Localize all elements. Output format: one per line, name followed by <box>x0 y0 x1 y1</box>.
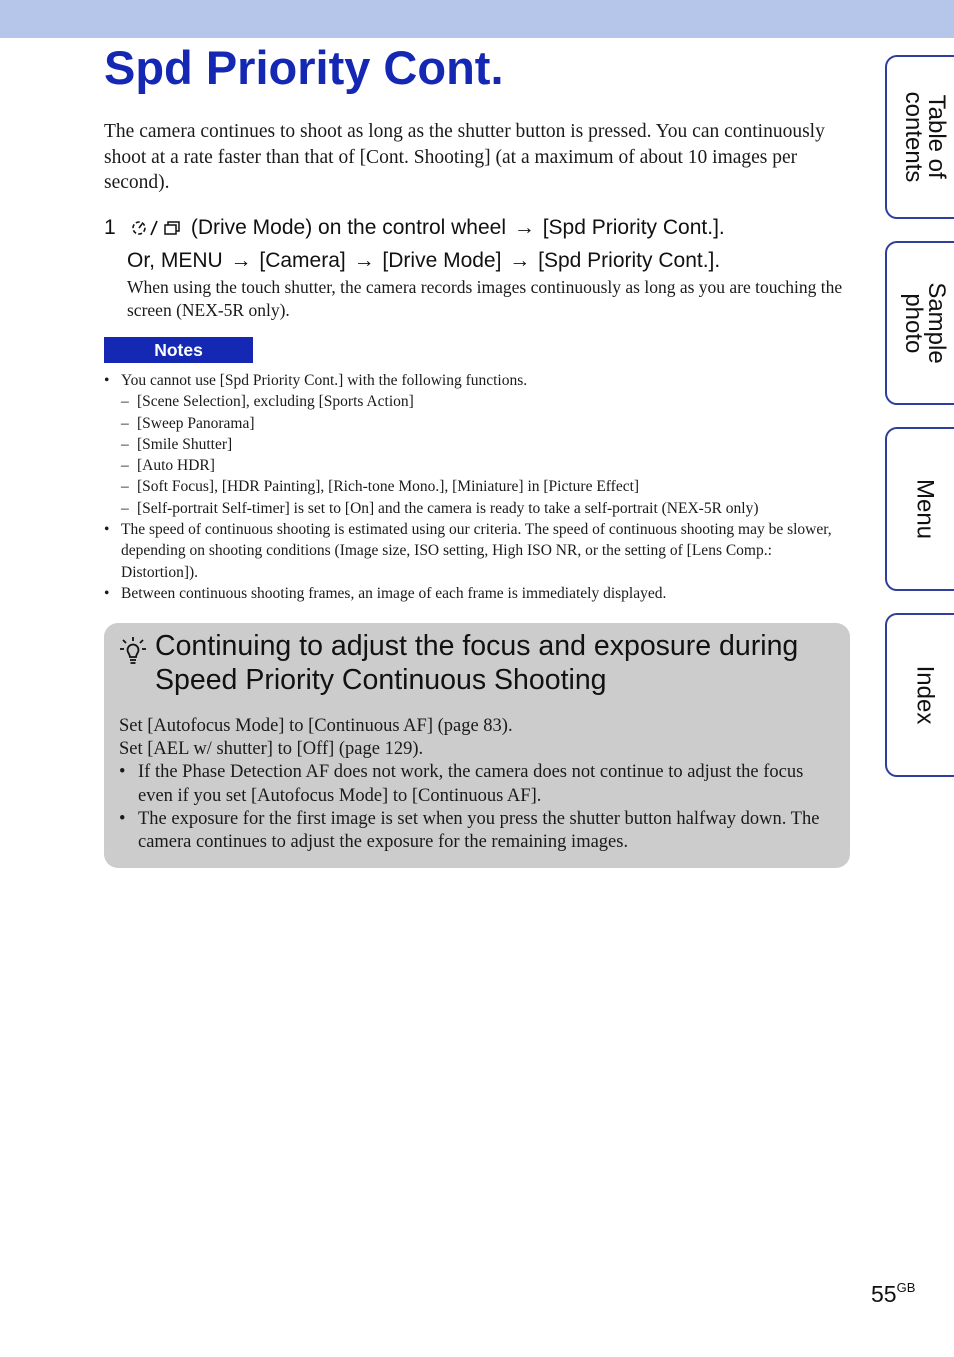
menu-path-item: Or, MENU <box>127 249 223 272</box>
notes-label: Notes <box>104 337 253 363</box>
tab-label: Menu <box>911 478 939 540</box>
note-text: You cannot use [Spd Priority Cont.] with the following functions. <box>121 372 528 389</box>
top-bar <box>0 0 954 38</box>
menu-path-item: [Camera] <box>259 249 346 272</box>
bullet: • <box>104 521 110 539</box>
tip-bullet-item <box>119 761 841 807</box>
notes-list <box>104 370 849 604</box>
dash: – <box>121 435 129 453</box>
step-1 <box>104 213 849 322</box>
page-title: Spd Priority Cont. <box>104 41 504 94</box>
dash: – <box>121 457 129 475</box>
tab-sample-photo[interactable] <box>885 241 954 405</box>
tip-bullet-text: The exposure for the first image is set when you press the shutter button halfway down. The camera continues to adjust the exposure for the remaining images. <box>138 808 820 853</box>
note-item <box>104 583 849 604</box>
arrow-icon: → <box>513 216 535 239</box>
dash: – <box>121 499 129 517</box>
tab-label: Table of contents <box>900 91 950 183</box>
arrow-icon: → <box>353 249 375 272</box>
tab-table-of-contents[interactable] <box>885 55 954 219</box>
note-sub-item <box>104 455 849 476</box>
step-number: 1 <box>104 216 116 239</box>
sub-item-text: [Soft Focus], [HDR Painting], [Rich-tone Mono.], [Miniature] in [Picture Effect] <box>137 478 640 496</box>
note-sub-item <box>104 498 849 519</box>
tip-line: Set [AEL w/ shutter] to [Off] (page 129). <box>119 739 424 760</box>
drive-mode-icon <box>127 216 185 246</box>
arrow-icon: → <box>509 249 531 272</box>
dash: – <box>121 393 129 411</box>
tab-index[interactable] <box>885 613 954 777</box>
drive-mode-text: (Drive Mode) on the control wheel <box>190 216 506 239</box>
page-number-suffix: GB <box>896 1280 916 1295</box>
sub-item-text: [Smile Shutter] <box>137 435 233 453</box>
tip-body <box>119 715 841 854</box>
note-item <box>104 370 849 391</box>
tab-menu[interactable] <box>885 427 954 591</box>
tab-label: Index <box>911 665 939 725</box>
step-target: [Spd Priority Cont.]. <box>542 216 725 239</box>
note-item <box>104 519 849 583</box>
dash: – <box>121 478 129 496</box>
tip-bullet-item <box>119 808 841 854</box>
page-number <box>871 1280 915 1308</box>
sub-item-text: [Sweep Panorama] <box>137 414 255 432</box>
note-text: The speed of continuous shooting is estimated using our criteria. The speed of continuous shooting may be slower, depending on shooting conditions (Image size, ISO setting, High ISO NR, or the setting of [Lens Comp.: Distortion]). <box>121 521 832 581</box>
note-sub-item <box>104 391 849 412</box>
intro-paragraph: The camera continues to shoot as long as the shutter button is pressed. You can continuously shoot at a rate faster than that of [Cont. Shooting] (at a maximum of about 10 images per second). <box>104 121 825 193</box>
note-sub-item <box>104 476 849 497</box>
step-line-2 <box>104 246 849 275</box>
tip-bullet-text: If the Phase Detection AF does not work, the camera does not continue to adjust the focus even if you set [Autofocus Mode] to [Continuous AF]. <box>138 762 804 806</box>
menu-path-item: [Spd Priority Cont.]. <box>538 249 721 272</box>
note-text: Between continuous shooting frames, an image of each frame is immediately displayed. <box>121 584 667 602</box>
dash: – <box>121 414 129 432</box>
note-sub-item <box>104 434 849 455</box>
page-number-value: 55 <box>871 1281 897 1307</box>
step-line-1 <box>104 213 849 246</box>
lightbulb-icon <box>120 636 146 671</box>
tab-label: Sample photo <box>900 282 950 364</box>
arrow-icon: → <box>230 249 252 272</box>
tip-box <box>104 623 850 868</box>
tip-line: Set [Autofocus Mode] to [Continuous AF] (page 83). <box>119 716 513 736</box>
bullet: • <box>119 762 126 783</box>
bullet: • <box>104 584 110 602</box>
menu-path-item: [Drive Mode] <box>382 249 502 272</box>
step-description: When using the touch shutter, the camera records images continuously as long as you are touching the screen (NEX-5R only). <box>127 277 843 320</box>
tip-title: Continuing to adjust the focus and exposure during Speed Priority Continuous Shooting <box>155 630 799 696</box>
note-sub-item <box>104 413 849 434</box>
sub-item-text: [Self-portrait Self-timer] is set to [On] and the camera is ready to take a self-portrait (NEX-5R only) <box>137 499 759 517</box>
sub-item-text: [Scene Selection], excluding [Sports Action] <box>137 393 414 411</box>
bullet: • <box>119 808 126 829</box>
sub-item-text: [Auto HDR] <box>137 457 215 475</box>
bullet: • <box>104 372 110 389</box>
